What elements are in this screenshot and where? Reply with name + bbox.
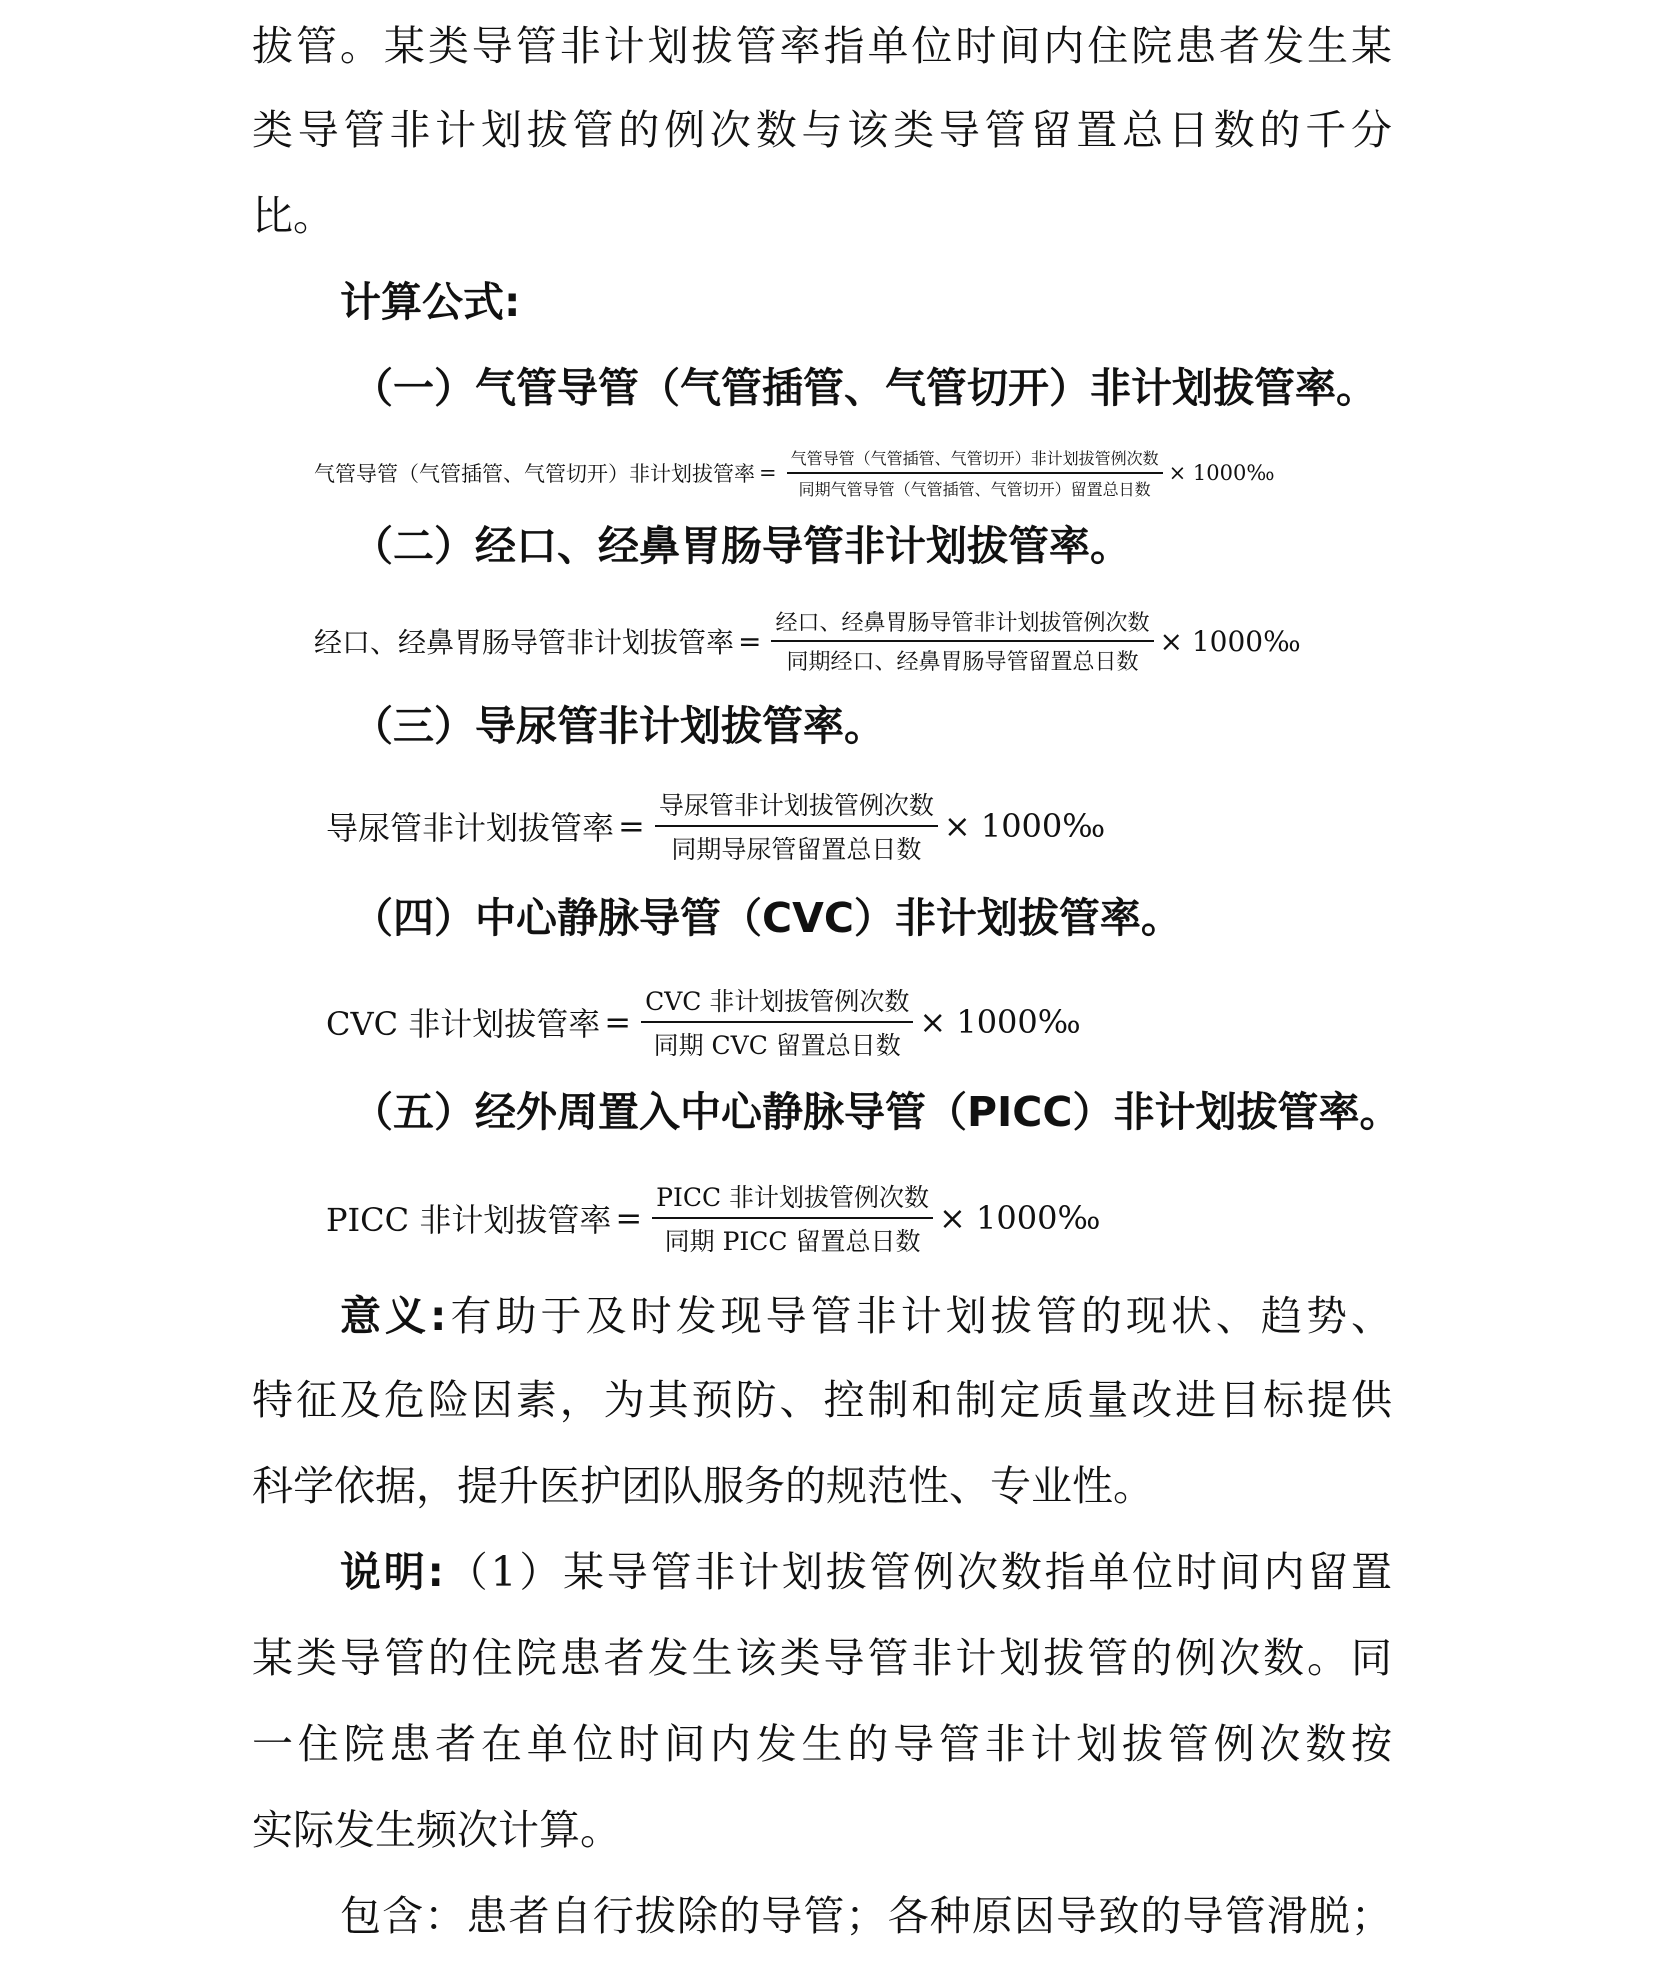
fraction — [787, 446, 1163, 500]
meaning-text: 有助于及时发现导管非计划拔管的现状、趋势、 — [446, 1292, 1392, 1340]
equals-sign: = — [604, 1003, 632, 1041]
note-text: （1）某导管非计划拔管例次数指单位时间内留置 — [443, 1548, 1392, 1596]
multiplier: × 1000‰ — [943, 807, 1106, 845]
denominator: 同期 PICC 留置总日数 — [664, 1227, 921, 1256]
fraction — [655, 786, 938, 866]
formula-lhs: CVC 非计划拔管率 — [326, 1005, 601, 1043]
fraction — [771, 606, 1153, 676]
multiplier: × 1000‰ — [1159, 624, 1301, 658]
section-heading-5: （五）经外周置入中心静脉导管（PICC）非计划拔管率。 — [352, 1088, 1401, 1136]
note-label: 说明: — [340, 1548, 444, 1596]
section-heading-1: （一）气管导管（气管插管、气管切开）非计划拔管率。 — [352, 364, 1377, 412]
numerator: 经口、经鼻胃肠导管非计划拔管例次数 — [771, 606, 1153, 642]
paragraph-line: 特征及危险因素，为其预防、控制和制定质量改进目标提供 — [252, 1376, 1392, 1424]
formula-lhs: 导尿管非计划拔管率 — [326, 809, 615, 847]
formula-3 — [326, 786, 1105, 866]
note-line — [340, 1542, 1392, 1602]
paragraph-line: 拔管。某类导管非计划拔管率指单位时间内住院患者发生某 — [252, 22, 1392, 70]
paragraph-line: 某类导管的住院患者发生该类导管非计划拔管的例次数。同 — [252, 1634, 1392, 1682]
fraction — [641, 982, 913, 1062]
denominator: 同期 CVC 留置总日数 — [653, 1031, 901, 1060]
formula-lhs: 经口、经鼻胃肠导管非计划拔管率 — [314, 626, 735, 659]
equals-sign: = — [615, 1199, 643, 1237]
equals-sign: = — [759, 461, 777, 485]
numerator: PICC 非计划拔管例次数 — [652, 1178, 933, 1219]
fraction — [652, 1178, 933, 1258]
paragraph-line: 类导管非计划拔管的例次数与该类导管留置总日数的千分 — [252, 106, 1392, 154]
numerator: 导尿管非计划拔管例次数 — [655, 786, 938, 827]
multiplier: × 1000‰ — [939, 1199, 1101, 1237]
section-heading-2: （二）经口、经鼻胃肠导管非计划拔管率。 — [352, 522, 1131, 570]
formula-2 — [314, 606, 1301, 676]
section-heading-3: （三）导尿管非计划拔管率。 — [352, 702, 885, 750]
paragraph-line: 比。 — [252, 192, 334, 240]
formula-lhs: 气管导管（气管插管、气管切开）非计划拔管率 — [314, 462, 755, 486]
multiplier: × 1000‰ — [1168, 461, 1275, 485]
denominator: 同期导尿管留置总日数 — [671, 835, 922, 864]
formula-4 — [326, 982, 1081, 1062]
denominator: 同期气管导管（气管插管、气管切开）留置总日数 — [798, 480, 1151, 499]
multiplier: × 1000‰ — [919, 1003, 1081, 1041]
section-heading-4: （四）中心静脉导管（CVC）非计划拔管率。 — [352, 894, 1182, 942]
numerator: 气管导管（气管插管、气管切开）非计划拔管例次数 — [787, 446, 1163, 474]
formula-lhs: PICC 非计划拔管率 — [326, 1201, 612, 1239]
formula-1 — [314, 446, 1275, 500]
formula-heading: 计算公式: — [340, 278, 521, 326]
paragraph-line: 科学依据，提升医护团队服务的规范性、专业性。 — [252, 1462, 1154, 1510]
include-line: 包含：患者自行拔除的导管；各种原因导致的导管滑脱； — [340, 1892, 1392, 1940]
paragraph-line: 实际发生频次计算。 — [252, 1806, 621, 1854]
meaning-line — [340, 1286, 1392, 1346]
paragraph-line: 一住院患者在单位时间内发生的导管非计划拔管例次数按 — [252, 1720, 1392, 1768]
numerator: CVC 非计划拔管例次数 — [641, 982, 913, 1023]
meaning-label: 意义: — [340, 1292, 447, 1340]
equals-sign: = — [738, 624, 762, 658]
formula-5 — [326, 1178, 1100, 1258]
equals-sign: = — [618, 807, 645, 845]
denominator: 同期经口、经鼻胃肠导管留置总日数 — [786, 650, 1139, 675]
